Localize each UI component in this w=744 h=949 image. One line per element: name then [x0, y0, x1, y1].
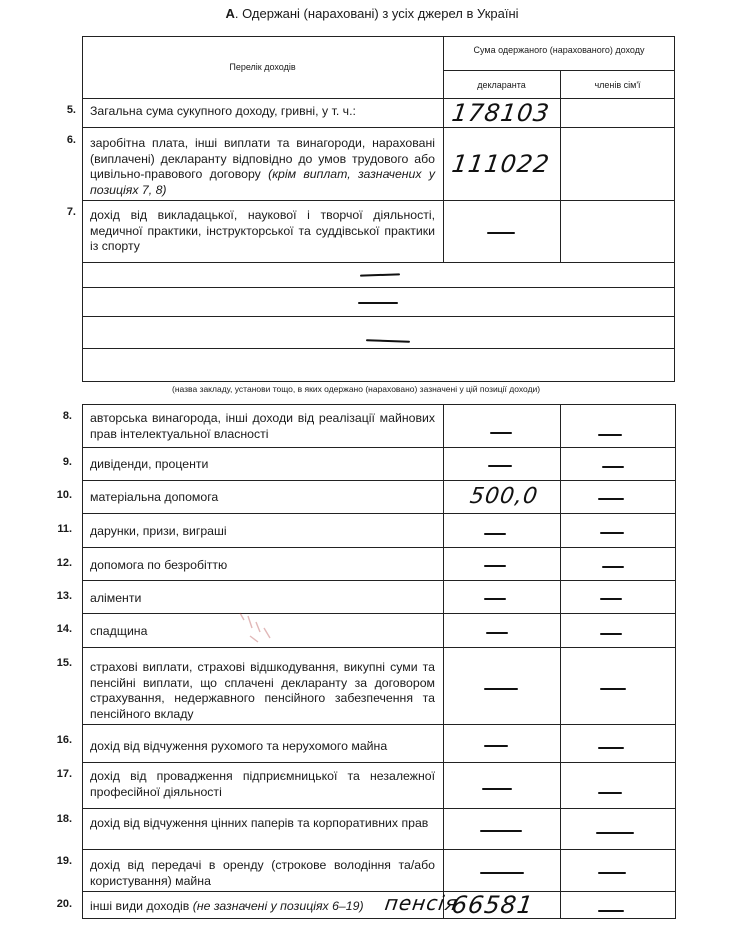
row-number: 8.	[62, 410, 72, 422]
dash-mark	[488, 465, 512, 467]
dash-mark	[598, 910, 624, 912]
row-description: допомога по безробіттю	[90, 558, 228, 572]
handwritten-value: 178103	[450, 99, 552, 127]
header-sum-label: Сума одержаного (нарахованого) доходу	[473, 45, 645, 55]
row-description: спадщина	[90, 624, 148, 638]
dash-mark	[600, 532, 624, 534]
dash-mark	[484, 688, 518, 690]
row-description: дохід від викладацької, наукової і творчої діяльності, медичної практики, інструкторської та суддівської практики із спорту	[90, 208, 435, 253]
institution-note: (назва закладу, установи тощо, в яких одержано (нараховано) зазначені у цій позиції доходи)	[172, 384, 541, 394]
handwritten-value: 111022	[450, 150, 552, 178]
row-description: матеріальна допомога	[90, 490, 219, 504]
handwritten-value: 66581	[450, 891, 536, 919]
row-number: 17.	[56, 768, 72, 780]
dash-mark	[596, 832, 634, 834]
row-description: дарунки, призи, виграші	[90, 524, 227, 538]
dash-mark	[480, 872, 524, 874]
dash-mark	[482, 788, 512, 790]
section-title: А. Одержані (нараховані) з усіх джерел в Україні	[225, 6, 519, 21]
dash-mark	[602, 566, 624, 568]
header-declarant-label: декларанта	[477, 80, 526, 90]
row-number: 18.	[56, 813, 72, 825]
dash-mark	[484, 598, 506, 600]
dash-mark	[484, 745, 508, 747]
dash-mark	[360, 273, 400, 276]
row-number: 20.	[56, 898, 72, 910]
dash-mark	[490, 432, 512, 434]
dash-mark	[484, 565, 506, 567]
header-family-label: членів сім'ї	[594, 80, 641, 90]
dash-mark	[487, 232, 515, 234]
row-number: 6.	[66, 134, 76, 146]
handwritten-value: 500,0	[468, 484, 540, 509]
row-number: 10.	[56, 489, 72, 501]
row-description: дивіденди, проценти	[90, 457, 209, 471]
row-description: Загальна сума сукупного доходу, гривні, у т. ч.:	[90, 104, 356, 118]
dash-mark	[480, 830, 522, 832]
row-number: 13.	[56, 590, 72, 602]
dash-mark	[600, 633, 622, 635]
row-number: 9.	[62, 456, 72, 468]
dash-mark	[598, 872, 626, 874]
row-description: дохід від відчуження цінних паперів та корпоративних прав	[90, 816, 429, 830]
row-number: 19.	[56, 855, 72, 867]
row-description: аліменти	[90, 591, 142, 605]
row-description: дохід від відчуження рухомого та нерухомого майна	[90, 739, 388, 753]
row-number: 12.	[56, 557, 72, 569]
row-number: 14.	[56, 623, 72, 635]
dash-mark	[484, 533, 506, 535]
dash-mark	[598, 434, 622, 436]
dash-mark	[600, 688, 626, 690]
dash-mark	[486, 632, 508, 634]
dash-mark	[358, 302, 398, 304]
row-number: 5.	[66, 104, 76, 116]
row-number: 7.	[66, 206, 76, 218]
dash-mark	[602, 466, 624, 468]
dash-mark	[366, 339, 410, 342]
row-description: авторська винагорода, інші доходи від реалізації майнових прав інтелектуальної власності	[90, 411, 435, 441]
dash-mark	[598, 792, 622, 794]
row-description: інші види доходів (не зазначені у позиціях 6–19)	[90, 899, 364, 913]
header-list-label: Перелік доходів	[229, 62, 296, 72]
row-number: 11.	[57, 523, 72, 535]
handwritten-note: пенсія	[383, 891, 460, 915]
stamp-smudge	[230, 608, 280, 648]
row-number: 16.	[56, 734, 72, 746]
row-description: дохід від передачі в оренду (строкове володіння та/або користування) майна	[90, 858, 435, 888]
dash-mark	[598, 747, 624, 749]
row-description: заробітна плата, інші виплати та винагороди, нараховані (виплачені) декларанту відповідно до умов трудового або цивільно-правового договору (крім виплат, зазначених у позиціях 7, 8)	[90, 136, 435, 197]
row-description: страхові виплати, страхові відшкодування, викупні суми та пенсійні виплати, що сплачені декларанту за договором страхування, недержавного пенсійного забезпечення та пенсійного вкладу	[90, 660, 435, 721]
row-description: дохід від провадження підприємницької та незалежної професійної діяльності	[90, 769, 435, 799]
row-number: 15.	[56, 657, 72, 669]
dash-mark	[600, 598, 622, 600]
dash-mark	[598, 498, 624, 500]
